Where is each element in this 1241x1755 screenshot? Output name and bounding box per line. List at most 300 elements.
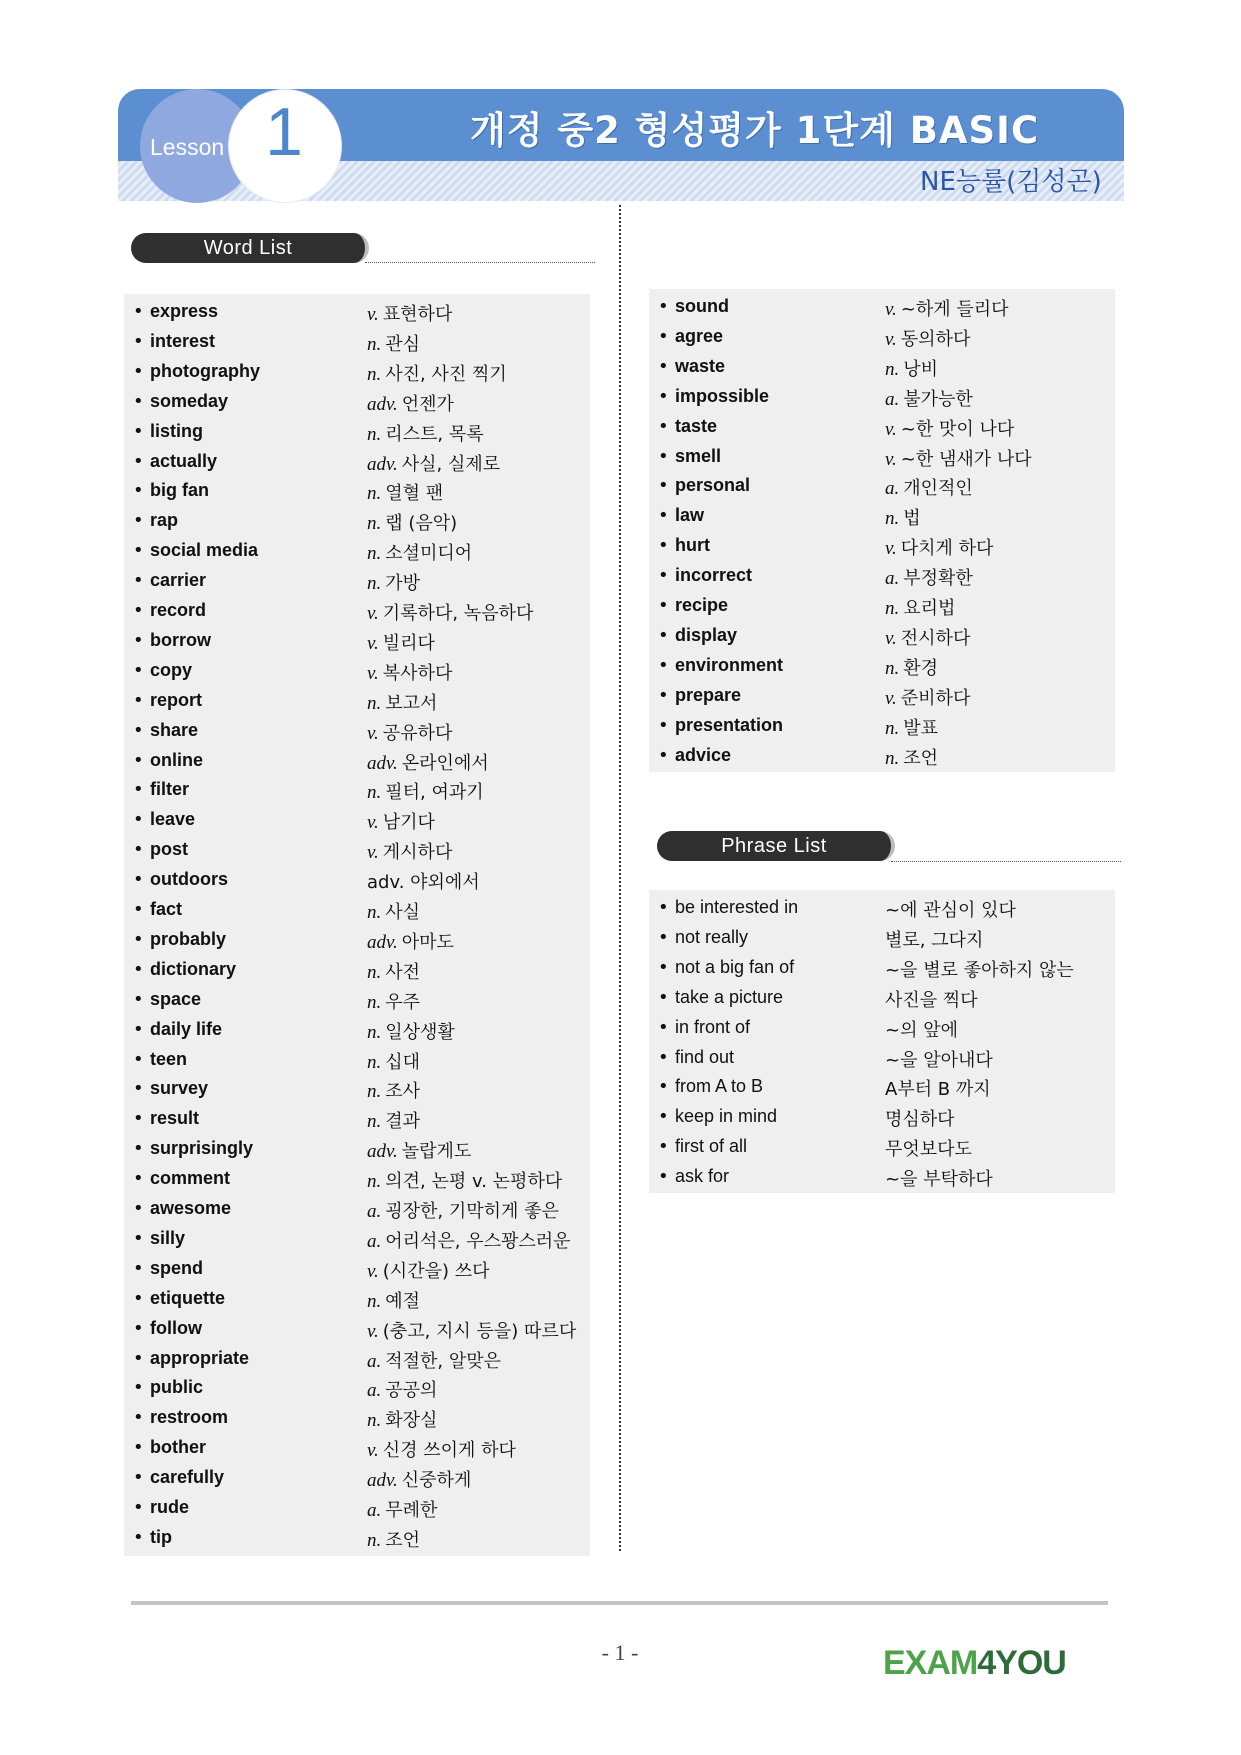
meaning-text: 조언 [385, 1529, 421, 1551]
word-list-underline [365, 262, 595, 263]
part-of-speech: n. [367, 1171, 382, 1193]
word-term: someday [150, 390, 229, 411]
bullet-icon: • [133, 899, 144, 920]
definition [367, 360, 507, 386]
word-row [124, 1103, 590, 1133]
definition [367, 778, 484, 804]
bullet-icon: • [658, 1136, 669, 1158]
meaning-text: 가방 [385, 573, 421, 595]
phrase-term: take a picture [675, 986, 784, 1007]
bullet-icon: • [133, 1257, 144, 1279]
word-term: express [150, 301, 219, 321]
part-of-speech: adv. [367, 453, 398, 475]
word-row [124, 1313, 590, 1343]
phrase-row [649, 922, 1115, 952]
bullet-icon: • [658, 565, 669, 587]
bullet-icon: • [658, 296, 669, 317]
phrase-term: be interested in [675, 897, 799, 917]
word-term: agree [675, 325, 724, 346]
bullet-icon: • [133, 689, 144, 711]
bullet-icon: • [658, 1106, 669, 1128]
definition [885, 684, 970, 710]
meaning-text: 언젠가 [401, 393, 454, 415]
phrase-row [649, 982, 1115, 1012]
bullet-icon: • [133, 480, 144, 502]
meaning-text: (충고, 지시 등을) 따르다 [382, 1320, 577, 1342]
word-term: waste [675, 355, 726, 376]
word-row [124, 1223, 590, 1253]
bullet-icon: • [133, 1078, 144, 1100]
bullet-icon: • [133, 301, 144, 322]
word-row [124, 1372, 590, 1402]
part-of-speech: v. [885, 418, 897, 440]
part-of-speech: n. [885, 508, 900, 530]
word-term: bother [150, 1437, 206, 1458]
definition [367, 659, 452, 685]
definition [367, 539, 472, 565]
word-row [124, 1432, 590, 1462]
bullet-icon: • [658, 535, 669, 557]
word-row [649, 291, 1115, 321]
bullet-icon: • [658, 505, 669, 527]
definition [367, 1227, 571, 1253]
word-term: silly [150, 1227, 186, 1248]
lesson-label: Lesson [150, 134, 225, 160]
meaning-text: 결과 [385, 1111, 421, 1133]
word-term: leave [150, 809, 196, 830]
word-row [649, 381, 1115, 411]
meaning-text: 관심 [385, 333, 421, 355]
word-row [124, 505, 590, 535]
word-term: record [150, 600, 207, 620]
part-of-speech: a. [367, 1201, 382, 1222]
meaning-text: 준비하다 [900, 687, 971, 709]
meaning-text: 무례한 [385, 1500, 438, 1521]
bullet-icon: • [658, 654, 669, 676]
meaning-text: 요리법 [903, 598, 956, 619]
definition [885, 385, 973, 411]
definition [367, 1466, 471, 1492]
meaning-text: 사전 [385, 961, 421, 983]
page-title: 개정 중2 형성평가 1단계 BASIC [470, 109, 1040, 152]
meaning-text: 신경 쓰이게 하다 [382, 1440, 516, 1462]
bullet-icon: • [133, 1526, 144, 1548]
meaning-text: ~한 맛이 나다 [900, 418, 1015, 440]
part-of-speech: v. [367, 722, 379, 744]
part-of-speech: n. [367, 1021, 382, 1043]
word-row [649, 590, 1115, 620]
word-row [124, 804, 590, 834]
part-of-speech: a. [367, 1500, 382, 1521]
bullet-icon: • [133, 450, 144, 472]
meaning-text: 동의하다 [900, 328, 971, 350]
part-of-speech: n. [367, 363, 382, 385]
part-of-speech: adv. [367, 752, 398, 774]
word-term: filter [150, 779, 190, 800]
meaning-text: 사실 [385, 902, 421, 923]
word-row [124, 984, 590, 1014]
meaning-text: adv. 야외에서 [367, 872, 480, 894]
phrase-row [649, 1071, 1115, 1101]
definition [885, 1046, 993, 1072]
part-of-speech: n. [367, 513, 382, 535]
definition [367, 808, 435, 834]
part-of-speech: n. [367, 902, 382, 923]
definition [367, 1347, 501, 1373]
meaning-text: 우주 [385, 991, 421, 1013]
part-of-speech: v. [885, 687, 897, 709]
part-of-speech: v. [367, 662, 379, 684]
definition [367, 1376, 437, 1402]
meaning-text: ~을 알아내다 [885, 1049, 993, 1071]
word-list-heading: Word List [131, 233, 369, 263]
footer-rule [131, 1601, 1108, 1605]
word-row [124, 1492, 590, 1522]
definition [367, 1167, 562, 1193]
word-row [124, 1014, 590, 1044]
meaning-text: ~을 부탁하다 [885, 1169, 993, 1191]
word-row [124, 745, 590, 775]
bullet-icon: • [133, 988, 144, 1010]
bullet-icon: • [133, 1347, 144, 1369]
meaning-text: 게시하다 [382, 842, 453, 864]
word-term: appropriate [150, 1347, 250, 1368]
part-of-speech: n. [367, 573, 382, 595]
definition [885, 1075, 991, 1101]
word-term: personal [675, 475, 751, 496]
definition [367, 1287, 420, 1313]
word-row [649, 650, 1115, 680]
word-term: fact [150, 899, 183, 919]
bullet-icon: • [658, 325, 669, 347]
word-row [124, 475, 590, 505]
meaning-text: ~하게 들리다 [900, 299, 1009, 320]
bullet-icon: • [133, 1198, 144, 1219]
phrase-row [649, 1131, 1115, 1161]
meaning-text: 열혈 팬 [385, 483, 444, 505]
logo-part-4you: 4YOU [977, 1644, 1066, 1682]
bullet-icon: • [658, 714, 669, 736]
part-of-speech: n. [367, 333, 382, 355]
phrase-term: from A to B [675, 1076, 764, 1097]
word-term: dictionary [150, 958, 237, 979]
phrase-term: first of all [675, 1136, 748, 1157]
word-term: interest [150, 330, 216, 351]
word-term: daily life [150, 1018, 223, 1039]
definition [885, 534, 993, 560]
meaning-text: 다치게 하다 [900, 538, 994, 560]
part-of-speech: v. [885, 328, 897, 350]
definition [367, 1197, 559, 1223]
meaning-text: 화장실 [385, 1410, 438, 1432]
word-row [124, 595, 590, 625]
bullet-icon: • [658, 1046, 669, 1068]
phrase-row [649, 1101, 1115, 1131]
phrase-term: not a big fan of [675, 956, 795, 977]
bullet-icon: • [133, 420, 144, 442]
meaning-text: 환경 [903, 657, 939, 679]
part-of-speech: n. [367, 1410, 382, 1432]
definition [885, 956, 1074, 982]
definition [885, 415, 1014, 441]
word-term: advice [675, 744, 732, 765]
phrase-list [649, 890, 1115, 1193]
meaning-text: 개인적인 [903, 478, 973, 500]
definition [367, 1406, 437, 1432]
definition [367, 1257, 490, 1283]
definition [367, 599, 533, 625]
part-of-speech: v. [885, 627, 897, 649]
word-term: law [675, 505, 705, 526]
word-term: carefully [150, 1467, 225, 1488]
part-of-speech: adv. [367, 931, 398, 953]
part-of-speech: a. [885, 388, 900, 410]
definition [885, 295, 1009, 321]
author-label: NE능률(김성곤) [920, 167, 1102, 197]
definition [885, 1105, 955, 1131]
definition [885, 1016, 958, 1042]
word-row [649, 530, 1115, 560]
bullet-icon: • [658, 1076, 669, 1098]
bullet-icon: • [658, 624, 669, 646]
meaning-text: 전시하다 [900, 627, 971, 649]
word-row [124, 954, 590, 984]
word-row [124, 535, 590, 565]
bullet-icon: • [133, 749, 144, 771]
part-of-speech: n. [885, 657, 900, 679]
word-row [124, 446, 590, 476]
word-row [124, 565, 590, 595]
part-of-speech: n. [885, 717, 900, 739]
meaning-text: 리스트, 목록 [385, 423, 484, 445]
meaning-text: 십대 [385, 1051, 421, 1073]
bullet-icon: • [133, 839, 144, 861]
word-row [649, 560, 1115, 590]
part-of-speech: n. [367, 1111, 382, 1133]
meaning-text: 사진, 사진 찍기 [385, 363, 507, 385]
phrase-row [649, 1161, 1115, 1191]
definition [367, 1526, 420, 1552]
meaning-text: 명심하다 [885, 1109, 955, 1131]
definition [367, 1317, 576, 1343]
word-term: follow [150, 1317, 202, 1338]
word-row [649, 680, 1115, 710]
meaning-text: 랩 (음악) [385, 513, 458, 535]
bullet-icon: • [133, 1138, 144, 1160]
definition [367, 1107, 420, 1133]
bullet-icon: • [133, 1227, 144, 1249]
word-term: etiquette [150, 1287, 226, 1308]
bullet-icon: • [133, 1317, 144, 1339]
word-row [124, 1163, 590, 1193]
bullet-icon: • [658, 475, 669, 497]
word-term: big fan [150, 480, 209, 501]
part-of-speech: n. [367, 423, 382, 445]
part-of-speech: v. [367, 632, 379, 654]
bullet-icon: • [133, 1018, 144, 1040]
word-row [649, 321, 1115, 351]
word-row [124, 1522, 590, 1552]
word-row [124, 1044, 590, 1074]
part-of-speech: n. [367, 961, 382, 983]
part-of-speech: adv. [367, 1470, 398, 1492]
word-term: online [150, 749, 203, 770]
word-row [649, 351, 1115, 381]
part-of-speech: n. [367, 483, 382, 505]
meaning-text: 별로, 그다지 [885, 929, 984, 951]
phrase-row [649, 1042, 1115, 1072]
bullet-icon: • [133, 779, 144, 801]
bullet-icon: • [133, 1377, 144, 1399]
definition [885, 445, 1032, 471]
definition [367, 958, 420, 984]
word-term: hurt [675, 535, 710, 556]
meaning-text: 무엇보다도 [885, 1139, 972, 1161]
definition [367, 719, 452, 745]
definition [367, 1436, 516, 1462]
part-of-speech: n. [367, 782, 382, 804]
word-row [124, 834, 590, 864]
part-of-speech: a. [885, 568, 900, 590]
word-row [124, 1283, 590, 1313]
definition [885, 1165, 993, 1191]
meaning-text: 예절 [385, 1290, 421, 1312]
bullet-icon: • [658, 1166, 669, 1188]
meaning-text: 일상생활 [385, 1021, 455, 1043]
word-term: recipe [675, 595, 729, 615]
definition [367, 509, 457, 535]
definition [367, 450, 500, 476]
lesson-number: 1 [265, 94, 303, 170]
meaning-text: (시간을) 쓰다 [382, 1260, 490, 1282]
bullet-icon: • [133, 928, 144, 950]
definition [367, 420, 484, 446]
word-row [124, 386, 590, 416]
word-row [124, 924, 590, 954]
word-term: social media [150, 540, 259, 561]
part-of-speech: n. [367, 543, 382, 565]
meaning-text: 보고서 [385, 692, 438, 714]
bullet-icon: • [658, 445, 669, 467]
word-term: surprisingly [150, 1138, 254, 1159]
bullet-icon: • [133, 1168, 144, 1190]
definition [367, 330, 420, 356]
part-of-speech: a. [367, 1230, 382, 1252]
meaning-text: 온라인에서 [401, 752, 489, 774]
meaning-text: 사실, 실제로 [401, 453, 501, 475]
definition [367, 390, 454, 416]
word-row [124, 864, 590, 894]
word-term: taste [675, 415, 718, 436]
word-row [649, 740, 1115, 770]
word-row [649, 620, 1115, 650]
meaning-text: 복사하다 [382, 662, 453, 684]
word-term: restroom [150, 1407, 229, 1428]
logo-part-exam: EXAM [883, 1644, 978, 1682]
definition [885, 926, 983, 952]
word-term: listing [150, 420, 203, 441]
phrase-list-underline [891, 861, 1121, 862]
bullet-icon: • [133, 330, 144, 352]
definition [885, 564, 973, 590]
definition [367, 1496, 437, 1522]
word-row [124, 894, 590, 924]
part-of-speech: n. [367, 1051, 382, 1073]
part-of-speech: v. [367, 603, 379, 624]
definition [885, 714, 938, 740]
word-term: report [150, 689, 203, 710]
definition [367, 1077, 420, 1103]
bullet-icon: • [133, 360, 144, 382]
meaning-text: 굉장한, 기막히게 좋은 [385, 1201, 559, 1222]
definition [367, 569, 420, 595]
definition [885, 744, 938, 770]
phrase-term: keep in mind [675, 1106, 778, 1127]
definition [885, 474, 973, 500]
bullet-icon: • [133, 510, 144, 532]
word-row [124, 296, 590, 326]
phrase-term: find out [675, 1046, 735, 1067]
meaning-text: 공공의 [385, 1380, 438, 1402]
bullet-icon: • [658, 956, 669, 978]
definition [885, 325, 970, 351]
phrase-term: ask for [675, 1166, 730, 1187]
word-term: result [150, 1108, 200, 1129]
word-term: teen [150, 1048, 188, 1069]
part-of-speech: v. [367, 812, 379, 834]
part-of-speech: v. [885, 299, 897, 320]
meaning-text: ~을 별로 좋아하지 않는 [885, 959, 1074, 981]
word-term: spend [150, 1257, 204, 1278]
word-row [124, 1253, 590, 1283]
meaning-text: 소셜미디어 [385, 543, 473, 565]
meaning-text: ~에 관심이 있다 [885, 900, 1016, 921]
word-row [124, 655, 590, 685]
definition [367, 868, 480, 894]
part-of-speech: v. [367, 1260, 379, 1282]
bullet-icon: • [658, 926, 669, 948]
bullet-icon: • [658, 986, 669, 1008]
meaning-text: 불가능한 [903, 388, 973, 410]
definition [367, 1018, 455, 1044]
word-row [124, 356, 590, 386]
meaning-text: 조언 [903, 747, 939, 769]
word-term: display [675, 624, 738, 645]
bullet-icon: • [133, 1287, 144, 1309]
word-term: post [150, 839, 188, 860]
definition [885, 654, 938, 680]
meaning-text: 기록하다, 녹음하다 [382, 603, 534, 624]
word-row [124, 1462, 590, 1492]
meaning-text: A부터 B 까지 [885, 1079, 991, 1101]
word-term: survey [150, 1078, 209, 1099]
phrase-list-heading: Phrase List [657, 831, 895, 861]
part-of-speech: adv. [367, 393, 398, 415]
phrase-term: in front of [675, 1016, 751, 1037]
column-divider [619, 205, 621, 1551]
phrase-term: not really [675, 926, 749, 947]
meaning-text: ~한 냄새가 나다 [900, 448, 1032, 470]
word-list-right [649, 289, 1115, 772]
part-of-speech: n. [885, 358, 900, 380]
word-term: smell [675, 445, 722, 466]
word-row [124, 1193, 590, 1223]
meaning-text: 공유하다 [382, 722, 453, 744]
word-term: photography [150, 360, 260, 381]
part-of-speech: n. [885, 747, 900, 769]
meaning-text: 부정확한 [903, 568, 973, 590]
definition [367, 1137, 471, 1163]
